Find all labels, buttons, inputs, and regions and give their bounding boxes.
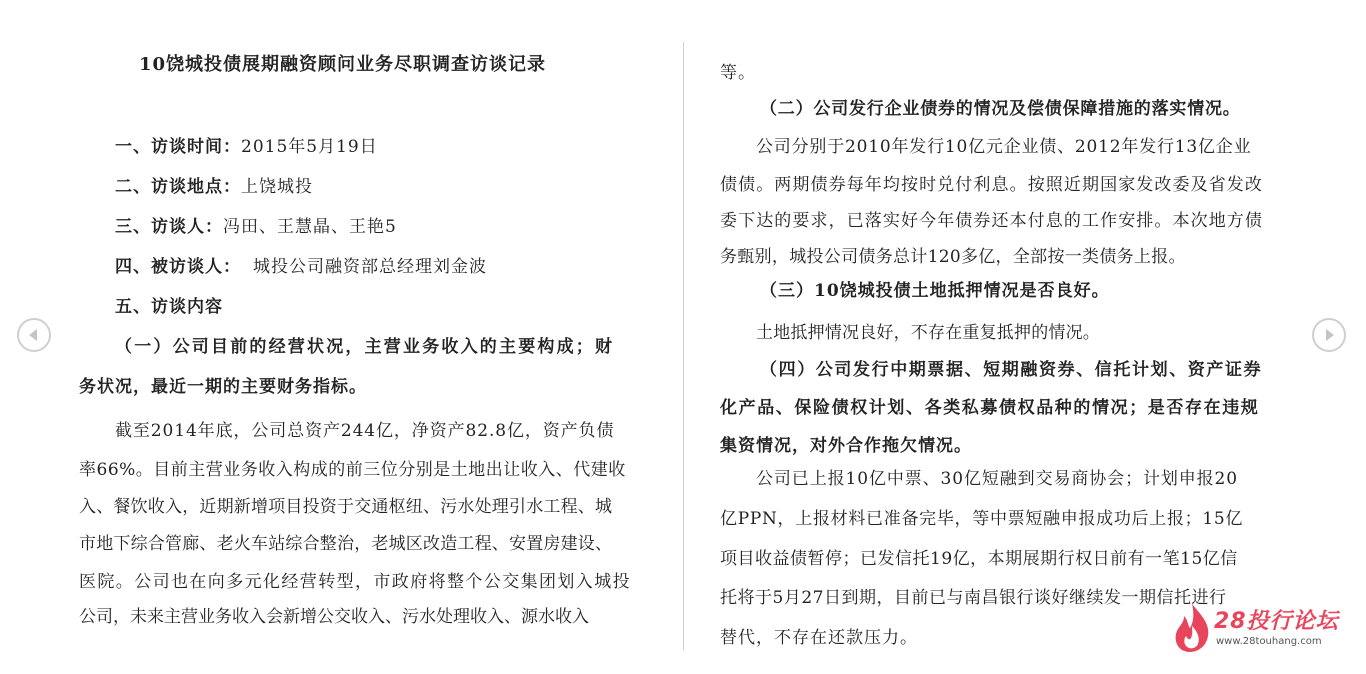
section4-heading-line1: （四）公司发行中期票据、短期融资券、信托计划、资产证券 (760, 360, 1263, 380)
next-page-button[interactable] (1312, 318, 1346, 352)
interviewee-value: 城投公司融资部总经理刘金波 (253, 257, 487, 277)
section2-body-line: 委下达的要求，已落实好今年债券还本付息的工作安排。本次地方债 (720, 211, 1263, 231)
section1-heading-line1: （一）公司目前的经营状况，主营业务收入的主要构成；财 (115, 337, 615, 357)
section4-heading-line3: 集资情况，对外合作拖欠情况。 (720, 436, 972, 456)
section1-body-line: 率66%。目前主营业务收入构成的前三位分别是土地出让收入、代建收 (79, 460, 626, 480)
section4-body-line: 亿PPN，上报材料已准备完毕，等中票短融申报成功后上报；15亿 (720, 509, 1244, 529)
watermark-url: www.28touhang.com (1216, 636, 1322, 647)
section2-heading: （二）公司发行企业债券的情况及偿债保障措施的落实情况。 (760, 99, 1241, 119)
section4-body-line: 公司已上报10亿中票、30亿短融到交易商协会；计划申报20 (756, 469, 1238, 489)
interviewers-label: 三、访谈人： (115, 217, 223, 237)
interview-time-label: 一、访谈时间： (115, 137, 241, 157)
section2-body-line: 公司分别于2010年发行10亿元企业债、2012年发行13亿企业 (756, 137, 1252, 157)
watermark-brand: 28投行论坛 (1214, 609, 1339, 634)
interviewee-label: 四、被访谈人： (115, 257, 241, 277)
interview-location-label: 二、访谈地点： (115, 177, 241, 197)
section1-heading-line2: 务状况，最近一期的主要财务指标。 (79, 377, 367, 397)
flame-icon (1172, 602, 1214, 654)
document-title: 10饶城投债展期融资顾问业务尽职调查访谈记录 (139, 54, 547, 75)
section4-body-line: 项目收益债暂停；已发信托19亿，本期展期行权日前有一笔15亿信 (720, 549, 1238, 569)
interview-location-value: 上饶城投 (241, 177, 313, 197)
interview-time-value: 2015年5月19日 (241, 137, 378, 157)
chevron-left-icon (27, 328, 41, 342)
section1-body-line: 医院。公司也在向多元化经营转型，市政府将整个公交集团划入城投 (79, 572, 631, 592)
section4-heading-line2: 化产品、保险债权计划、各类私募债权品种的情况；是否存在违规 (720, 398, 1260, 418)
interviewee (115, 252, 487, 277)
section1-body-line: 入、餐饮收入，近期新增项目投资于交通枢纽、污水处理引水工程、城 (79, 497, 613, 517)
section3-body: 土地抵押情况良好，不存在重复抵押的情况。 (756, 323, 1100, 343)
section2-body-line: 债债。两期债券每年均按时兑付利息。按照近期国家发改委及省发改 (720, 175, 1263, 195)
section4-body-line: 托将于5月27日到期，目前已与南昌银行谈好继续发一期信托进行 (720, 588, 1227, 608)
interview-content-heading: 五、访谈内容 (115, 297, 223, 317)
section1-body-line: 公司，未来主营业务收入会新增公交收入、污水处理收入、源水收入 (79, 607, 589, 627)
interview-time (115, 132, 378, 157)
section2-body-line: 务甄别，城投公司债务总计120多亿，全部按一类债务上报。 (720, 247, 1186, 267)
section1-body-line: 截至2014年底，公司总资产244亿，净资产82.8亿，资产负债 (115, 421, 615, 441)
section3-heading: （三）10饶城投债土地抵押情况是否良好。 (760, 281, 1110, 301)
interview-location (115, 172, 313, 197)
interviewers-value: 冯田、王慧晶、王艳5 (223, 217, 397, 237)
chevron-right-icon (1322, 328, 1336, 342)
continued-text: 等。 (720, 63, 756, 83)
page-divider (683, 42, 684, 650)
prev-page-button[interactable] (17, 318, 51, 352)
watermark-logo (1172, 600, 1342, 656)
section1-body-line: 市地下综合管廊、老火车站综合整治，老城区改造工程、安置房建设、 (79, 534, 613, 554)
interviewers (115, 212, 397, 237)
section4-body-line: 替代，不存在还款压力。 (720, 628, 918, 648)
